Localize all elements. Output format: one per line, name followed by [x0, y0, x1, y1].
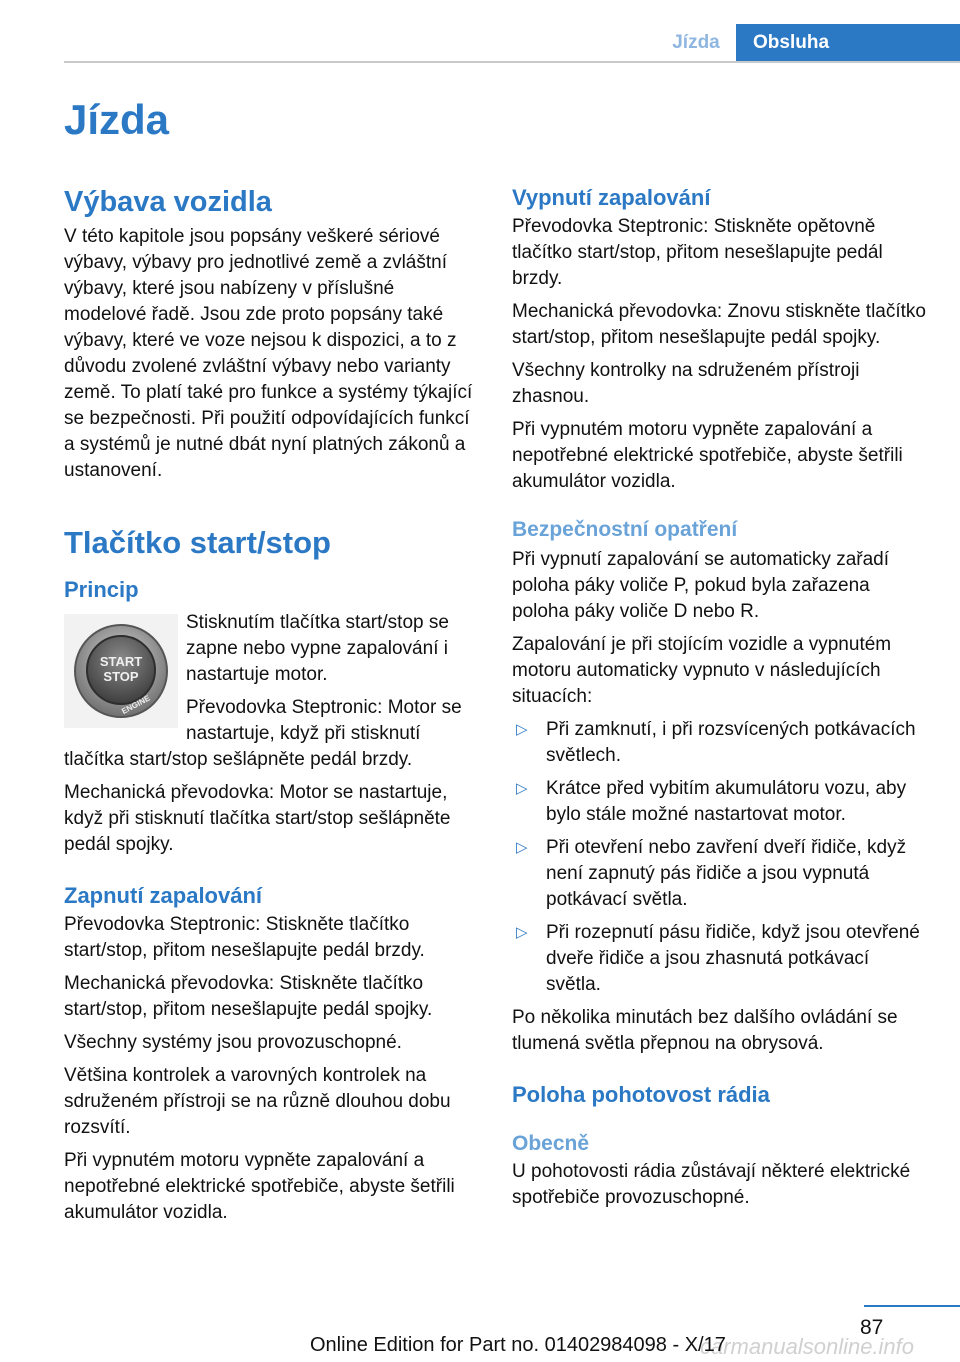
svg-text:ENGINE: ENGINE: [120, 693, 152, 716]
edition-footer: Online Edition for Part no. 01402984098 - X/17: [310, 1334, 726, 1356]
principle-text-3: Mechanická převodovka: Motor se nastartuje, když při stisknutí tlačítka start/stop sešlápněte pedál spojky.: [64, 782, 451, 855]
footer-divider: [864, 1305, 960, 1307]
safety-heading: Bezpečnostní opatření: [512, 518, 738, 541]
list-item: ▷ Krátce před vybitím akumulátoru vozu, aby bylo stále možné nastartovat motor.: [516, 778, 907, 825]
ignition-on-text-2: Mechanická převodovka: Stiskněte tlačítko start/stop, přitom nesešlapujte pedál spojky.: [64, 973, 433, 1020]
start-stop-heading: Tlačítko start/stop: [64, 525, 331, 560]
page-number: 87: [860, 1316, 884, 1339]
triangle-bullet-icon: ▷: [516, 780, 528, 797]
ignition-on-heading: Zapnutí zapalování: [64, 883, 263, 908]
principle-heading: Princip: [64, 577, 139, 602]
ignition-on-text-4: Většina kontrolek a varovných kontrolek na sdruženém přístroji se na různě dlouhou dobu rozsvítí.: [64, 1065, 451, 1138]
triangle-bullet-icon: ▷: [516, 924, 528, 941]
general-text: U pohotovosti rádia zůstávají některé elektrické spotřebiče provozuschopné.: [512, 1161, 911, 1208]
triangle-bullet-icon: ▷: [516, 839, 528, 856]
header-chapter-tab: Obsluha: [736, 24, 960, 62]
ignition-off-text-3: Všechny kontrolky na sdruženém přístroji zhasnou.: [512, 360, 860, 407]
triangle-bullet-icon: ▷: [516, 721, 528, 738]
right-column: [512, 184, 928, 1218]
ignition-off-text-2: Mechanická převodovka: Znovu stiskněte tlačítko start/stop, přitom nesešlapujte pedál spojky.: [512, 301, 926, 348]
equipment-text: V této kapitole jsou popsány veškeré sériové výbavy, výbavy pro jednotlivé země a zvláštní výbavy, které jsou nabízeny v příslušné modelové řadě. Jsou zde proto popsány také výbavy, které ve voze nejsou k dispozici, a to z důvodu zvolené zvláštní výbavy nebo varianty země. To platí také pro funkce a systémy týkající se bezpečnosti. Při použití odpovídajících funkcí a systémů je nutné dbát nyní platných zákonů a ustanovení.: [64, 226, 473, 481]
principle-text-2: Převodovka Steptronic: Motor se nastartuje, když při stisknutí tlačítka start/stop sešlápněte pedál brzdy.: [64, 697, 462, 770]
principle-text-1: Stisknutím tlačítka start/stop se zapne nebo vypne zapalování i nastartuje motor.: [186, 612, 449, 685]
radio-standby-heading: Poloha pohotovost rádia: [512, 1082, 770, 1107]
ignition-off-heading: Vypnutí zapalování: [512, 185, 711, 210]
equipment-heading: Výbava vozidla: [64, 186, 272, 218]
header-divider: [64, 61, 960, 63]
safety-text-1: Při vypnutí zapalování se automaticky zařadí poloha páky voliče P, pokud byla zařazena poloha páky voliče D nebo R.: [512, 549, 890, 622]
svg-text:START: START: [99, 654, 143, 669]
ignition-on-text-5: Při vypnutém motoru vypněte zapalování a nepotřebné elektrické spotřebiče, abyste šetřili akumulátor vozidla.: [64, 1150, 455, 1223]
ignition-on-text-3: Všechny systémy jsou provozuschopné.: [64, 1032, 402, 1053]
list-item: ▷ Při otevření nebo zavření dveří řidiče, když není zapnutý pás řidiče a jsou vypnutá potkávací světla.: [516, 837, 907, 910]
page-title: Jízda: [64, 96, 170, 143]
start-stop-button-icon: [71, 621, 171, 721]
ignition-off-text-4: Při vypnutém motoru vypněte zapalování a nepotřebné elektrické spotřebiče, abyste šetřili akumulátor vozidla.: [512, 419, 903, 492]
svg-text:STOP: STOP: [103, 669, 139, 684]
safety-list: [512, 717, 928, 998]
safety-text-3: Po několika minutách bez dalšího ovládání se tlumená světla přepnou na obrysová.: [512, 1007, 898, 1054]
list-item: ▷ Při zamknutí, i při rozsvícených potkávacích světlech.: [516, 719, 916, 766]
ignition-on-text-1: Převodovka Steptronic: Stiskněte tlačítko start/stop, přitom nesešlapujte pedál brzdy.: [64, 914, 425, 961]
general-heading: Obecně: [512, 1132, 590, 1155]
left-column: [64, 184, 480, 1233]
safety-text-2: Zapalování je při stojícím vozidle a vypnutém motoru automaticky vypnuto v následujících situacích:: [512, 634, 892, 707]
watermark: carmanualsonline.info: [700, 1334, 915, 1359]
list-item: ▷ Při rozepnutí pásu řidiče, když jsou otevřené dveře řidiče a jsou zhasnutá potkávací světla.: [516, 922, 920, 995]
header-section-tab: Jízda: [672, 32, 720, 53]
ignition-off-text-1: Převodovka Steptronic: Stiskněte opětovně tlačítko start/stop, přitom nesešlapujte pedál brzdy.: [512, 216, 883, 289]
start-stop-button-image: [64, 614, 178, 728]
